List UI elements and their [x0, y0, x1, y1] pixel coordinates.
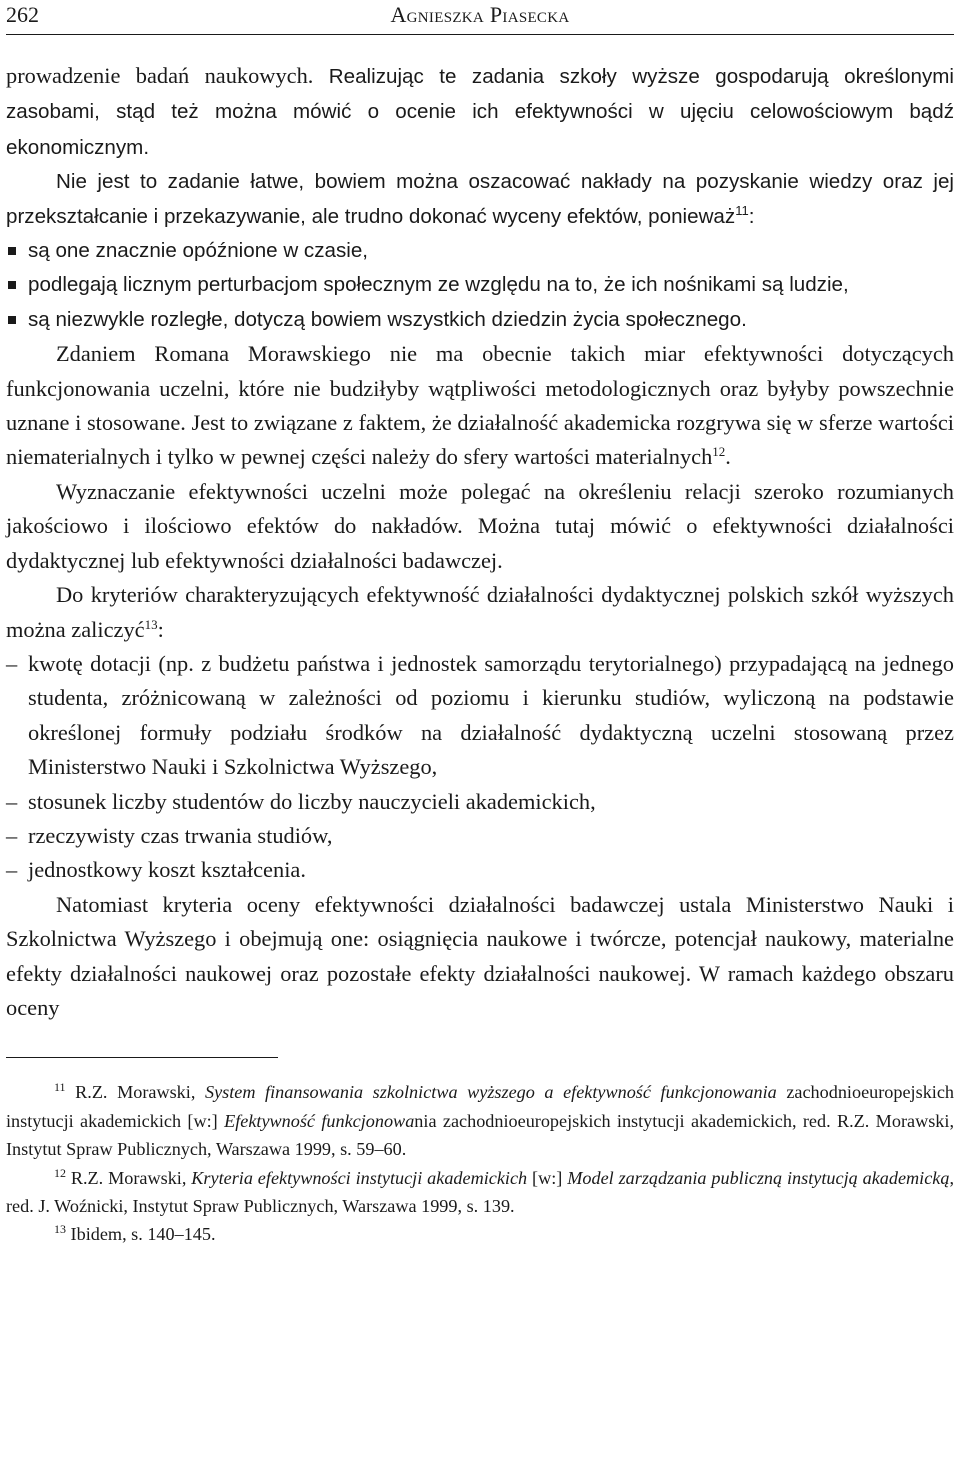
paragraph-4	[6, 578, 954, 647]
citation-title: Kryteria efektywności instytucji akademickich	[191, 1167, 528, 1188]
footnote-number: 13	[54, 1222, 66, 1237]
list-item-text: kwotę dotacji (np. z budżetu państwa i jednostek samorządu terytorialnego) przypadającą na jednego studenta, zróżnicowaną w zależności od poziomu i kierunku studiów, wyliczoną na podstawie określonej formuły podziału środków na działalność dydaktyczną uczelni stosowaną przez Ministerstwo Nauki i Szkolnictwa Wyższego,	[28, 650, 954, 780]
text-run: Nie jest to zadanie łatwe, bowiem można oszacować nakłady na pozyskanie wiedzy oraz jej przekształcanie i przekazywanie, ale trudno dokonać wyceny efektów, ponieważ	[6, 170, 954, 228]
text-run: , red. J. Woźnicki, Instytut Spraw Publicznych, Warszawa 1999, s. 139.	[6, 1167, 955, 1216]
paragraph-2	[6, 337, 954, 475]
citation-title: Model zarządzania publiczną instytucją akademicką	[567, 1167, 950, 1188]
footnote-separator	[6, 1057, 278, 1058]
citation-title: System finansowania szkolnictwa wyższego a efektywność funkcjonowania	[204, 1082, 777, 1103]
footnote-number: 11	[54, 1080, 66, 1095]
list-item	[6, 819, 954, 853]
list-item	[6, 303, 954, 337]
square-bullet-icon	[8, 316, 16, 324]
paragraph-5: Natomiast kryteria oceny efektywności działalności badawczej ustala Ministerstwo Nauki i Szkolnictwa Wyższego i obejmują one: osiągnięcia naukowe i twórcze, potencjał naukowy, materialne efekty działalności naukowej oraz pozostałe efekty działalności naukowej. W ramach każdego obszaru oceny	[6, 891, 954, 1020]
footnote-ref-12: 12	[712, 444, 726, 460]
bullet-list	[6, 234, 954, 337]
page	[6, 0, 954, 1249]
list-item-text: rzeczywisty czas trwania studiów,	[28, 822, 333, 848]
list-item	[6, 785, 954, 819]
list-item-text: są niezwykle rozległe, dotyczą bowiem wszystkich dziedzin życia społecznego.	[28, 307, 747, 331]
dash-bullet-icon: –	[6, 822, 18, 848]
text-run: nia zachodnioeuropejskich instytucji akademickich, red. R.Z. Morawski, Instytut Spraw Publicznych, Warszawa 1999, s. 59–60.	[6, 1110, 954, 1160]
footnote-12	[6, 1164, 954, 1221]
dash-bullet-icon: –	[6, 788, 18, 814]
footnote-ref-11: 11	[735, 202, 749, 218]
page-number: 262	[6, 2, 39, 27]
text-run: Ibidem, s. 140–145.	[66, 1224, 216, 1245]
footnote-13	[6, 1220, 954, 1248]
text-run: .	[725, 444, 731, 470]
footnotes	[6, 1078, 954, 1248]
dash-bullet-icon: –	[6, 650, 18, 676]
footnote-number: 12	[54, 1165, 66, 1180]
text-run: [w:]	[527, 1167, 568, 1188]
square-bullet-icon	[8, 281, 16, 289]
paragraph-3: Wyznaczanie efektywności uczelni może polegać na określeniu relacji szeroko rozumianych jakościowo i ilościowo efektów do nakładów. Można tutaj mówić o efektywności działalności dydaktycznej lub efektywności działalności badawczej.	[6, 478, 954, 573]
footnote-11	[6, 1078, 954, 1163]
list-item	[6, 234, 954, 268]
list-item-text: podlegają licznym perturbacjom społecznym ze względu na to, że ich nośnikami są ludzie,	[28, 273, 849, 297]
list-item	[6, 268, 954, 302]
text-run: :	[748, 204, 755, 228]
paragraph-1	[6, 165, 954, 234]
dash-list	[6, 647, 954, 888]
text-run: prowadzenie badań naukowych.	[6, 63, 329, 88]
text-run-sans: Realizując te zadania szkoły wyższe gospodarują określonymi zasobami, stąd też można mówić o ocenie ich efektywności w ujęciu celowościowym bądź ekonomicznym.	[6, 65, 954, 159]
list-item-text: są one znacznie opóźnione w czasie,	[28, 239, 369, 263]
main-text	[6, 59, 954, 1025]
dash-bullet-icon: –	[6, 857, 18, 883]
list-item	[6, 853, 954, 887]
text-run: zachodnioeuropejskich instytucji akademickich [w:]	[6, 1082, 955, 1131]
list-item-text: stosunek liczby studentów do liczby nauczycieli akademickich,	[28, 788, 596, 814]
footnote-ref-13: 13	[144, 616, 158, 632]
text-run: Zdaniem Romana Morawskiego nie ma obecnie takich miar efektywności dotyczących funkcjonowania uczelni, które nie budziłyby wątpliwości metodologicznych oraz byłyby powszechnie uznane i stosowane. Jest to związane z faktem, że działalność akademicka rozgrywa się w sferze wartości niematerialnych i tylko w pewnej części należy do sfery wartości materialnych	[6, 341, 954, 470]
list-item-text: jednostkowy koszt kształcenia.	[28, 857, 306, 883]
text-run: R.Z. Morawski,	[65, 1082, 205, 1103]
running-head-author: Agnieszka Piasecka	[390, 2, 570, 27]
citation-title: Efektywność funkcjonowa	[224, 1110, 415, 1131]
text-run: Do kryteriów charakteryzujących efektywność działalności dydaktycznej polskich szkół wyższych można zaliczyć	[6, 582, 954, 642]
text-run: :	[157, 616, 164, 642]
paragraph-0	[6, 59, 954, 165]
text-run: R.Z. Morawski,	[66, 1167, 192, 1188]
square-bullet-icon	[8, 247, 16, 255]
list-item	[6, 647, 954, 785]
running-header	[6, 0, 954, 35]
